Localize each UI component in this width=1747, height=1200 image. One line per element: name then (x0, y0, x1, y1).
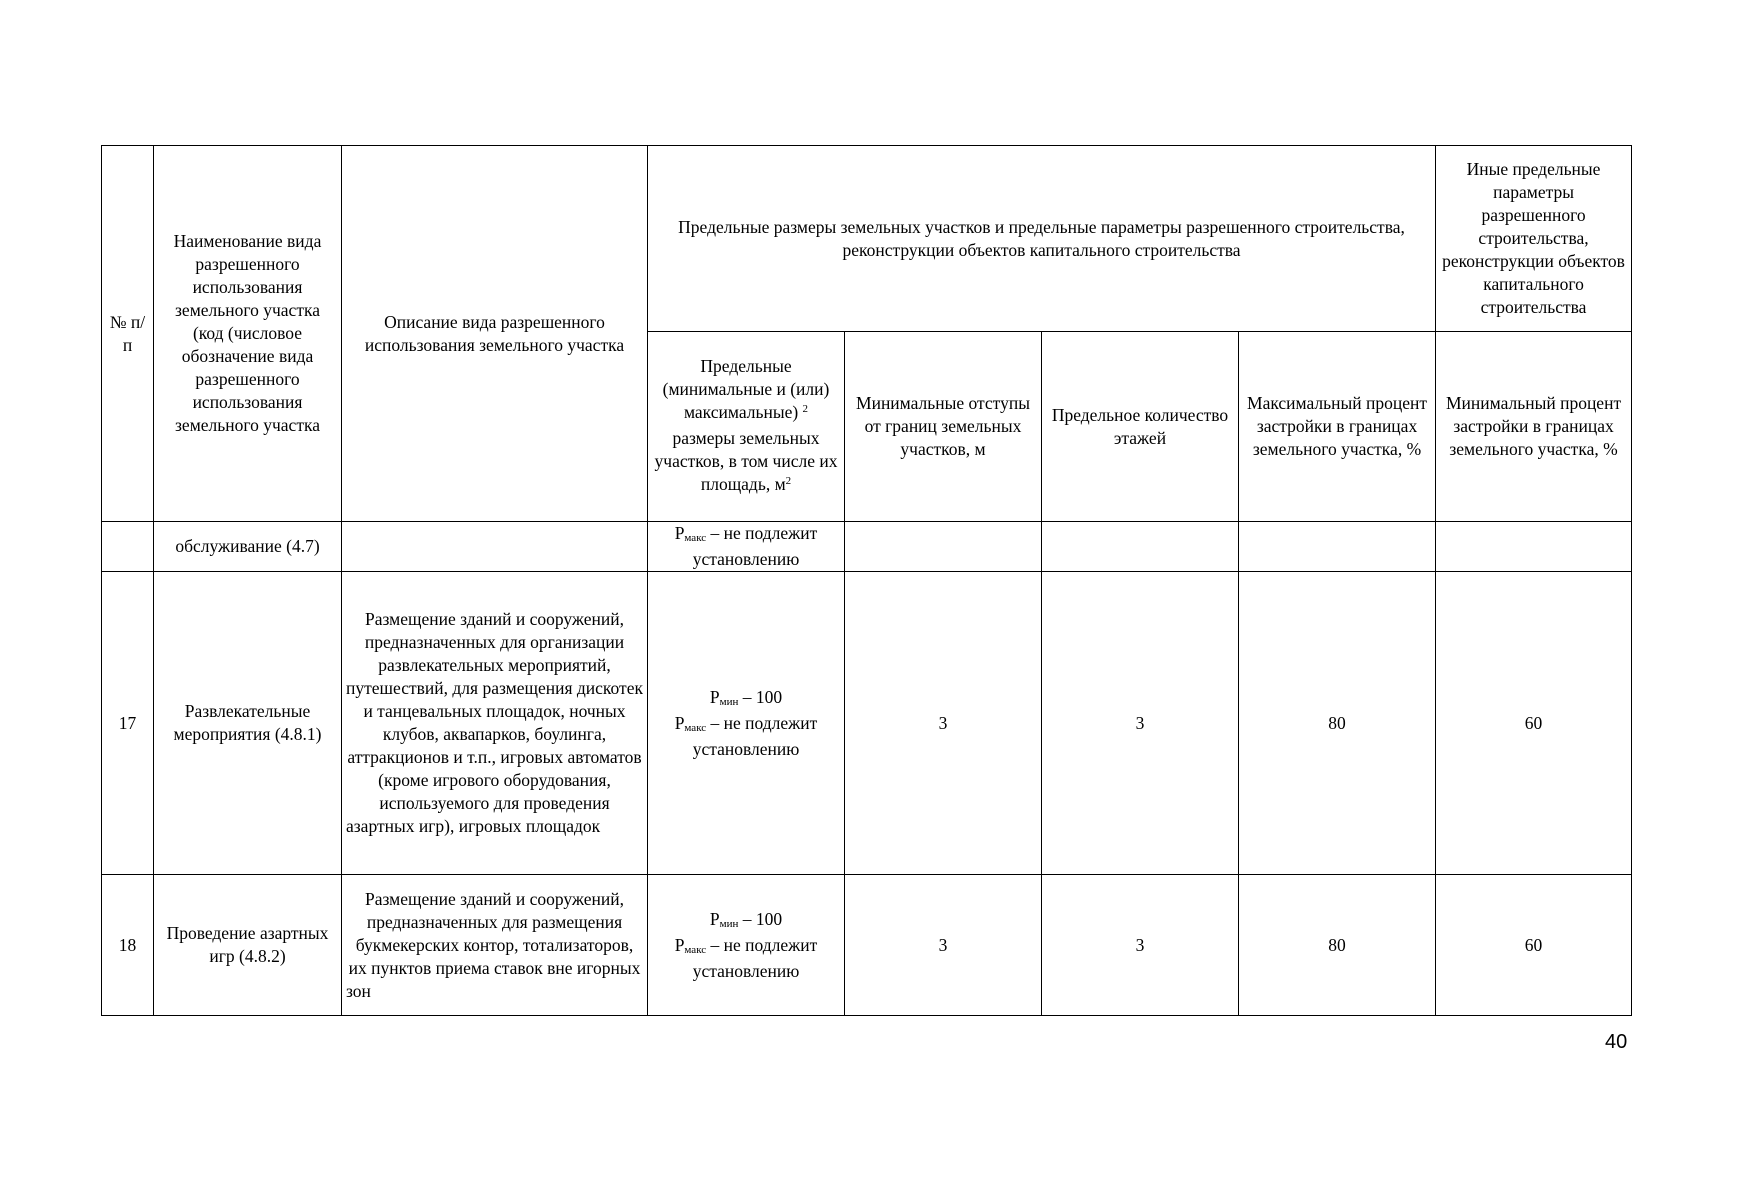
row-min-coverage: 60 (1436, 875, 1632, 1016)
row-number: 17 (102, 572, 154, 875)
row-max-coverage (1239, 522, 1436, 572)
row-max-coverage: 80 (1239, 875, 1436, 1016)
row-description: Размещение зданий и сооружений, предназначенных для организации развлекательных мероприятий, путешествий, для размещения дискотек и танцевальных площадок, ночных клубов, аквапарков, боулинга, аттракционов и т.п., игровых автоматов (кроме игрового оборудования, используемого для проведения азартных игр), игровых площадок (342, 572, 648, 875)
row-description (342, 522, 648, 572)
land-use-table (101, 145, 1632, 1016)
row-name: обслуживание (4.7) (154, 522, 342, 572)
row-floors (1042, 522, 1239, 572)
row-max-coverage: 80 (1239, 572, 1436, 875)
row-setbacks: 3 (845, 875, 1042, 1016)
row-sizes (648, 572, 845, 875)
header-min-coverage: Минимальный процент застройки в границах земельного участка, % (1436, 332, 1632, 522)
page-number: 40 (1605, 1031, 1628, 1053)
size-min-line: $Р_{мин} - 100$ (709, 908, 783, 930)
row-setbacks: 3 (845, 572, 1042, 875)
header-setbacks: Минимальные отступы от границ земельных участков, м (845, 332, 1042, 522)
row-floors: 3 (1042, 875, 1239, 1016)
row-min-coverage (1436, 522, 1632, 572)
header-sizes: Предельные (минимальные и (или) максимальные) $^2$ размеры земельных участков, в том числе их площадь, $м^2$ (648, 332, 845, 522)
row-sizes: $Р_{макс}$ – не подлежит установлению (648, 522, 845, 572)
table-row (102, 875, 1632, 1016)
size-min-line: $Р_{мин} - 100$ (709, 686, 783, 708)
footnote-mark: 2 (802, 402, 809, 415)
row-floors: 3 (1042, 572, 1239, 875)
unit-exponent: 2 (785, 474, 792, 487)
row-description: Размещение зданий и сооружений, предназначенных для размещения букмекерских контор, тотализаторов, их пунктов приема ставок вне игорных зон (342, 875, 648, 1016)
header-number: № п/п (102, 146, 154, 522)
header-other-params: Иные предельные параметры разрешенного строительства, реконструкции объектов капитального строительства (1436, 146, 1632, 332)
table-row (102, 522, 1632, 572)
header-max-coverage: Максимальный процент застройки в границах земельного участка, % (1239, 332, 1436, 522)
size-max-line: $Р_{макс}$ – не подлежит установлению (674, 712, 818, 759)
row-name: Проведение азартных игр (4.8.2) (154, 875, 342, 1016)
header-limits-group: Предельные размеры земельных участков и предельные параметры разрешенного строительства, реконструкции объектов капитального строительства (648, 146, 1436, 332)
header-description: Описание вида разрешенного использования земельного участка (342, 146, 648, 522)
row-number: 18 (102, 875, 154, 1016)
header-row-1 (102, 146, 1632, 332)
table-row (102, 572, 1632, 875)
header-name: Наименование вида разрешенного использования земельного участка (код (числовое обозначение вида разрешенного использования земельного участка (154, 146, 342, 522)
row-number (102, 522, 154, 572)
size-max-line: $Р_{макс}$ – не подлежит установлению (674, 934, 818, 981)
row-sizes (648, 875, 845, 1016)
header-floors: Предельное количество этажей (1042, 332, 1239, 522)
row-name: Развлекательные мероприятия (4.8.1) (154, 572, 342, 875)
row-setbacks (845, 522, 1042, 572)
row-min-coverage: 60 (1436, 572, 1632, 875)
